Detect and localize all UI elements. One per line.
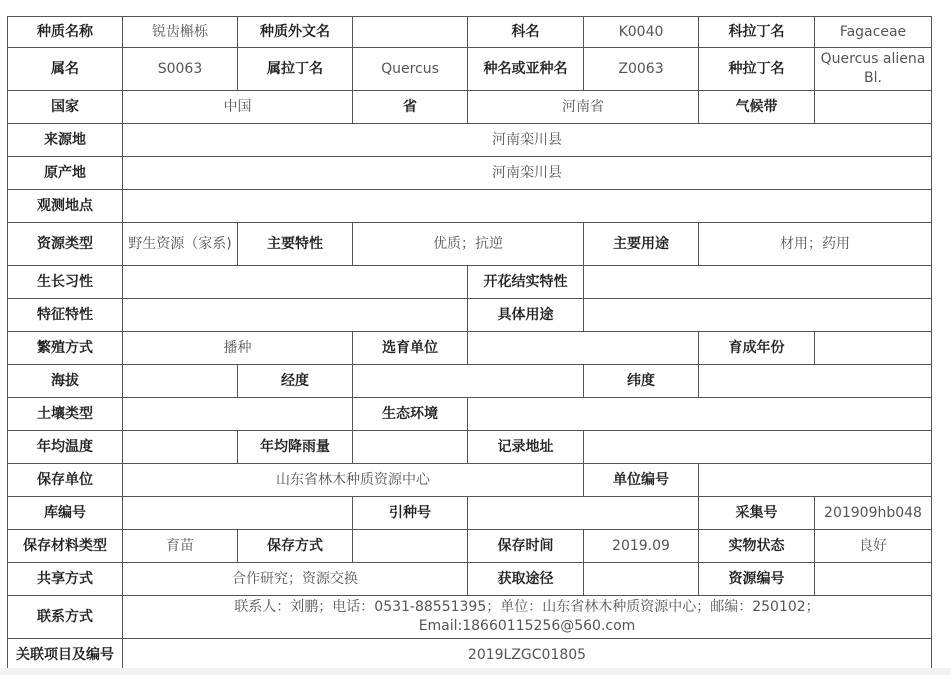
label-country: 国家 — [8, 91, 123, 124]
table-row — [8, 398, 932, 431]
value-record-address — [584, 431, 932, 464]
table-row — [8, 223, 932, 266]
table-row — [8, 563, 932, 596]
label-characteristics: 特征特性 — [8, 299, 123, 332]
value-annual-rain — [353, 431, 468, 464]
table-row — [8, 157, 932, 190]
value-country: 中国 — [123, 91, 353, 124]
table-row — [8, 596, 932, 639]
label-collection-code: 采集号 — [699, 497, 815, 530]
label-origin-place: 原产地 — [8, 157, 123, 190]
value-genus-latin: Quercus — [353, 48, 468, 91]
label-main-traits: 主要特性 — [238, 223, 353, 266]
label-latitude: 纬度 — [584, 365, 699, 398]
value-genus: S0063 — [123, 48, 238, 91]
table-row — [8, 639, 932, 672]
table-row — [8, 91, 932, 124]
label-acquisition-way: 获取途径 — [468, 563, 584, 596]
value-storage-unit: 山东省林木种质资源中心 — [123, 464, 584, 497]
label-resource-type: 资源类型 — [8, 223, 123, 266]
label-observation-site: 观测地点 — [8, 190, 123, 223]
label-source-place: 来源地 — [8, 124, 123, 157]
label-altitude: 海拔 — [8, 365, 123, 398]
label-province: 省 — [353, 91, 468, 124]
label-breeding-unit: 选育单位 — [353, 332, 468, 365]
label-family-latin: 科拉丁名 — [699, 17, 815, 48]
value-storage-time: 2019.09 — [584, 530, 699, 563]
germplasm-info-table-wrapper — [7, 16, 932, 672]
label-flowering-fruiting: 开花结实特性 — [468, 266, 584, 299]
label-main-uses: 主要用途 — [584, 223, 699, 266]
value-resource-type: 野生资源（家系) — [123, 223, 238, 266]
value-family-latin: Fagaceae — [815, 17, 932, 48]
label-soil-type: 土壤类型 — [8, 398, 123, 431]
label-introduction-code: 引种号 — [353, 497, 468, 530]
value-climate-zone — [815, 91, 932, 124]
label-family: 科名 — [468, 17, 584, 48]
value-origin-place: 河南栾川县 — [123, 157, 932, 190]
page-bottom-strip — [0, 668, 951, 675]
table-row — [8, 17, 932, 48]
table-row — [8, 431, 932, 464]
label-storage-unit: 保存单位 — [8, 464, 123, 497]
value-annual-temp — [123, 431, 238, 464]
label-related-project: 关联项目及编号 — [8, 639, 123, 672]
label-longitude: 经度 — [238, 365, 353, 398]
table-row — [8, 332, 932, 365]
label-storage-time: 保存时间 — [468, 530, 584, 563]
value-specific-uses — [584, 299, 932, 332]
label-physical-state: 实物状态 — [699, 530, 815, 563]
value-ecological-env — [468, 398, 932, 431]
value-main-traits: 优质；抗逆 — [353, 223, 584, 266]
value-province: 河南省 — [468, 91, 699, 124]
value-acquisition-way — [584, 563, 699, 596]
label-contact: 联系方式 — [8, 596, 123, 639]
value-introduction-code — [468, 497, 699, 530]
germplasm-info-table — [7, 16, 932, 672]
label-library-code: 库编号 — [8, 497, 123, 530]
contact-email: Email:18660115256@560.com — [418, 618, 636, 634]
label-breeding-year: 育成年份 — [699, 332, 815, 365]
label-storage-material-type: 保存材料类型 — [8, 530, 123, 563]
value-sharing-method: 合作研究；资源交换 — [123, 563, 468, 596]
value-latitude — [699, 365, 932, 398]
label-species-name: 种质名称 — [8, 17, 123, 48]
value-species-latin: Quercus aliena Bl. — [815, 48, 932, 91]
label-resource-code: 资源编号 — [699, 563, 815, 596]
value-contact — [123, 596, 932, 639]
value-breeding-year — [815, 332, 932, 365]
value-family: K0040 — [584, 17, 699, 48]
value-species-or-subspecies: Z0063 — [584, 48, 699, 91]
table-row — [8, 266, 932, 299]
value-library-code — [123, 497, 353, 530]
label-genus-latin: 属拉丁名 — [238, 48, 353, 91]
table-row — [8, 530, 932, 563]
value-resource-code — [815, 563, 932, 596]
contact-info-line: 联系人：刘鹏；电话：0531-88551395；单位：山东省林木种质资源中心；邮编：250102； — [234, 599, 820, 615]
value-soil-type — [123, 398, 353, 431]
label-specific-uses: 具体用途 — [468, 299, 584, 332]
label-foreign-name: 种质外文名 — [238, 17, 353, 48]
value-physical-state: 良好 — [815, 530, 932, 563]
table-row — [8, 299, 932, 332]
label-ecological-env: 生态环境 — [353, 398, 468, 431]
value-main-uses: 材用；药用 — [699, 223, 932, 266]
label-record-address: 记录地址 — [468, 431, 584, 464]
table-row — [8, 464, 932, 497]
value-foreign-name — [353, 17, 468, 48]
label-annual-rain: 年均降雨量 — [238, 431, 353, 464]
label-annual-temp: 年均温度 — [8, 431, 123, 464]
value-growth-habit — [123, 266, 468, 299]
table-row — [8, 190, 932, 223]
value-observation-site — [123, 190, 932, 223]
value-altitude — [123, 365, 238, 398]
value-species-name: 锐齿槲栎 — [123, 17, 238, 48]
value-related-project: 2019LZGC01805 — [123, 639, 932, 672]
label-storage-method: 保存方式 — [238, 530, 353, 563]
label-propagation: 繁殖方式 — [8, 332, 123, 365]
value-breeding-unit — [468, 332, 699, 365]
value-collection-code: 201909hb048 — [815, 497, 932, 530]
table-row — [8, 48, 932, 91]
value-propagation: 播种 — [123, 332, 353, 365]
label-climate-zone: 气候带 — [699, 91, 815, 124]
value-storage-material-type: 育苗 — [123, 530, 238, 563]
table-row — [8, 124, 932, 157]
value-flowering-fruiting — [584, 266, 932, 299]
label-growth-habit: 生长习性 — [8, 266, 123, 299]
table-row — [8, 497, 932, 530]
label-species-latin: 种拉丁名 — [699, 48, 815, 91]
value-storage-method — [353, 530, 468, 563]
value-characteristics — [123, 299, 468, 332]
value-unit-code — [699, 464, 932, 497]
label-sharing-method: 共享方式 — [8, 563, 123, 596]
label-genus: 属名 — [8, 48, 123, 91]
label-unit-code: 单位编号 — [584, 464, 699, 497]
table-row — [8, 365, 932, 398]
value-source-place: 河南栾川县 — [123, 124, 932, 157]
label-species-or-subspecies: 种名或亚种名 — [468, 48, 584, 91]
value-longitude — [353, 365, 584, 398]
